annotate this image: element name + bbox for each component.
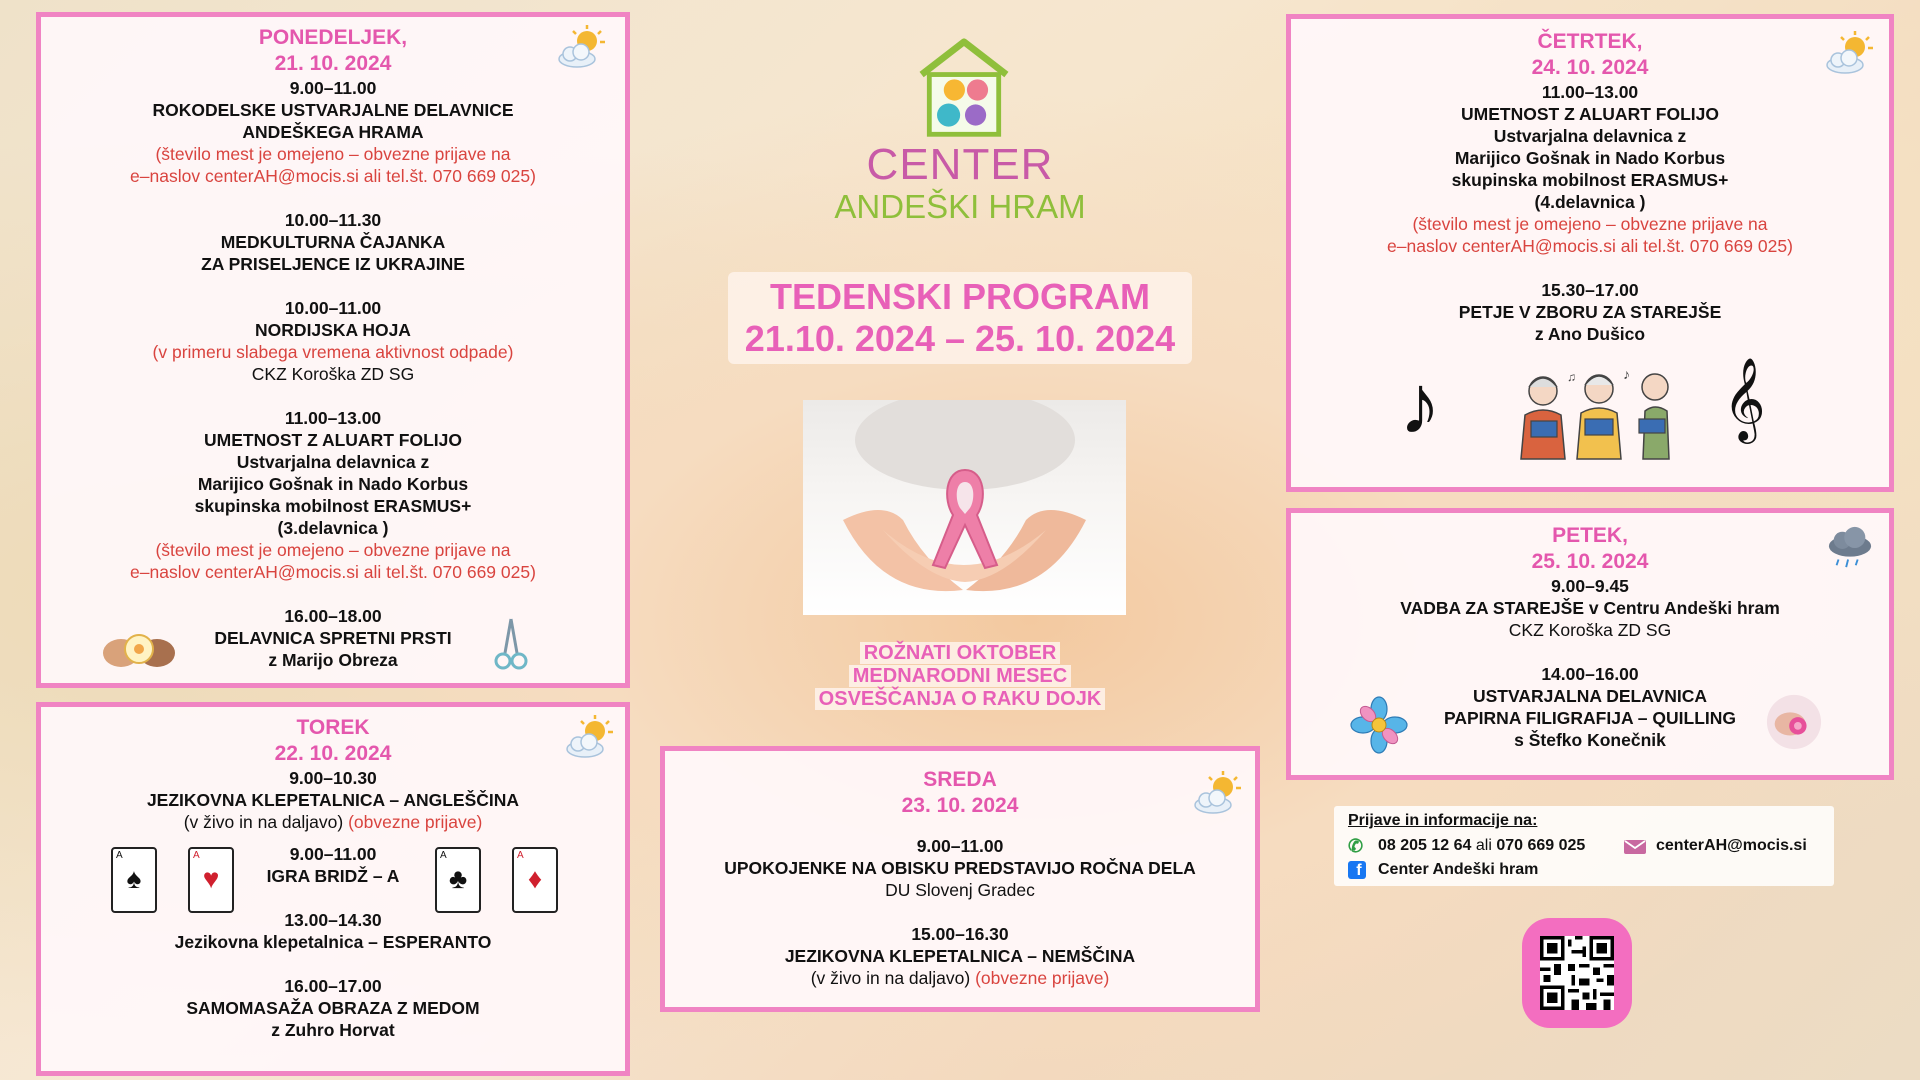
day-date: 25. 10. 2024 xyxy=(1531,550,1649,573)
quilling-flower-icon xyxy=(1349,695,1409,755)
phone-separator: ali xyxy=(1471,837,1497,854)
qr-code-frame[interactable] xyxy=(1522,918,1632,1028)
logo-text-center: CENTER xyxy=(866,140,1054,189)
event-detail: skupinska mobilnost ERASMUS+ xyxy=(194,496,472,516)
event-title: USTVARJALNA DELAVNICA xyxy=(1473,686,1707,706)
event-organizer: CKZ Koroška ZD SG xyxy=(1508,620,1672,640)
logo-text-name: ANDEŠKI HRAM xyxy=(834,188,1086,225)
event-detail: (3.delavnica ) xyxy=(277,518,389,538)
program-title-panel xyxy=(728,272,1192,364)
facebook-icon: f xyxy=(1348,861,1366,879)
svg-text:♪: ♪ xyxy=(1623,366,1630,382)
pink-ribbon-icon xyxy=(803,400,1126,615)
event-detail: Ustvarjalna delavnica z xyxy=(1493,126,1687,146)
event-note: e–naslov centerAH@mocis.si ali tel.št. 070 669 025) xyxy=(130,562,536,582)
event-title: ZA PRISELJENCE IZ UKRAJINE xyxy=(201,254,465,274)
event-time: 11.00–13.00 xyxy=(1541,82,1639,102)
event-time: 9.00–11.00 xyxy=(289,78,377,98)
event-title: UPOKOJENKE NA OBISKU PREDSTAVIJO ROČNA DELA xyxy=(724,858,1196,878)
pink-ribbon-photo xyxy=(803,400,1126,615)
club-card-icon: A ♣ xyxy=(435,847,481,913)
event-note: (obvezne prijave) xyxy=(348,812,483,832)
diamond-card-icon: A ♦ xyxy=(512,847,558,913)
phone-number[interactable]: 08 205 12 64 xyxy=(1378,837,1472,854)
day-name: PONEDELJEK, xyxy=(258,26,408,49)
awareness-text: MEDNARODNI MESEC xyxy=(849,665,1071,687)
event-detail: (4.delavnica ) xyxy=(1534,192,1646,212)
event-detail xyxy=(41,811,625,833)
tuesday-panel xyxy=(36,702,630,1076)
event-title: PETJE V ZBORU ZA STAREJŠE xyxy=(1458,302,1722,322)
event-title: UMETNOST Z ALUART FOLIJO xyxy=(1461,104,1719,124)
event-note: e–naslov centerAH@mocis.si ali tel.št. 070 669 025) xyxy=(130,166,536,186)
event-organizer: CKZ Koroška ZD SG xyxy=(251,364,415,384)
sun-cloud-icon xyxy=(561,713,617,761)
event-time: 11.00–13.00 xyxy=(284,408,382,428)
awareness-text: ROŽNATI OKTOBER xyxy=(860,642,1061,664)
contact-title: Prijave in informacije na: xyxy=(1348,812,1538,829)
event-time: 15.00–16.30 xyxy=(911,924,1009,944)
event-note: (število mest je omejeno – obvezne prijave na xyxy=(155,540,511,560)
event-note: (v primeru slabega vremena aktivnost odpade) xyxy=(152,342,514,362)
event-note: (obvezne prijave) xyxy=(975,968,1110,988)
phone-line xyxy=(1378,837,1585,855)
event-title: SAMOMASAŽA OBRAZA Z MEDOM xyxy=(186,998,480,1018)
music-note-icon: ♪ xyxy=(1399,357,1441,451)
day-name: SREDA xyxy=(923,768,997,791)
day-date: 23. 10. 2024 xyxy=(901,794,1019,817)
event-note: (število mest je omejeno – obvezne prijave na xyxy=(1412,214,1768,234)
event-title: MEDKULTURNA ČAJANKA xyxy=(220,232,446,252)
awareness-line xyxy=(795,642,1125,665)
treble-clef-icon: 𝄞 xyxy=(1723,359,1766,439)
monday-panel xyxy=(36,12,630,688)
choir-singers-icon xyxy=(1503,363,1703,463)
event-time: 10.00–11.30 xyxy=(284,210,382,230)
event-title: JEZIKOVNA KLEPETALNICA – ANGLEŠČINA xyxy=(146,790,520,810)
event-detail: skupinska mobilnost ERASMUS+ xyxy=(1451,170,1729,190)
awareness-line xyxy=(795,665,1125,688)
event-note: e–naslov centerAH@mocis.si ali tel.št. 070 669 025) xyxy=(1387,236,1793,256)
day-date: 21. 10. 2024 xyxy=(274,52,392,75)
program-dates: 21.10. 2024 – 25. 10. 2024 xyxy=(744,318,1176,359)
sun-cloud-icon xyxy=(1821,29,1877,77)
crafting-hands-icon xyxy=(99,625,179,675)
sun-cloud-icon xyxy=(553,23,609,71)
event-time: 16.00–18.00 xyxy=(284,606,382,626)
event-time: 9.00–11.00 xyxy=(916,836,1004,856)
sun-cloud-icon xyxy=(1189,769,1245,817)
friday-panel xyxy=(1286,508,1894,780)
event-detail: s Štefko Konečnik xyxy=(1514,730,1666,750)
event-time: 10.00–11.00 xyxy=(284,298,382,318)
email-link[interactable]: centerAH@mocis.si xyxy=(1656,837,1807,854)
spade-card-icon: A ♠ xyxy=(111,847,157,913)
facebook-link[interactable]: Center Andeški hram xyxy=(1378,861,1539,878)
svg-text:♫: ♫ xyxy=(1567,370,1576,384)
event-title: Jezikovna klepetalnica – ESPERANTO xyxy=(174,932,492,952)
qr-code-icon[interactable] xyxy=(1540,936,1614,1010)
logo-house-icon xyxy=(914,36,1014,142)
phone-number[interactable]: 070 669 025 xyxy=(1496,837,1586,854)
contact-panel xyxy=(1334,806,1834,886)
event-detail: z Ano Dušico xyxy=(1534,324,1646,344)
program-title: TEDENSKI PROGRAM xyxy=(769,276,1151,317)
event-time: 15.30–17.00 xyxy=(1541,280,1639,300)
rain-cloud-icon xyxy=(1823,525,1877,571)
day-date: 22. 10. 2024 xyxy=(274,742,392,765)
event-title: VADBA ZA STAREJŠE v Centru Andeški hram xyxy=(1400,598,1780,618)
mail-icon xyxy=(1624,840,1646,854)
event-title: PAPIRNA FILIGRAFIJA – QUILLING xyxy=(1444,708,1736,728)
scissors-icon xyxy=(491,617,531,673)
event-time: 9.00–10.30 xyxy=(289,768,377,788)
thursday-panel xyxy=(1286,14,1894,492)
event-title: ANDEŠKEGA HRAMA xyxy=(242,122,424,142)
event-time: 14.00–16.00 xyxy=(1541,664,1639,684)
event-note: (število mest je omejeno – obvezne prijave na xyxy=(155,144,511,164)
event-detail xyxy=(665,967,1255,989)
event-detail: Marijico Gošnak in Nado Korbus xyxy=(197,474,469,494)
day-name: PETEK, xyxy=(1552,524,1628,547)
event-mode: (v živo in na daljavo) xyxy=(183,812,349,832)
wednesday-panel xyxy=(660,746,1260,1012)
event-detail: Marijico Gošnak in Nado Korbus xyxy=(1454,148,1726,168)
day-name: ČETRTEK, xyxy=(1537,30,1643,53)
event-time: 9.00–9.45 xyxy=(1551,576,1629,596)
day-date: 24. 10. 2024 xyxy=(1531,56,1649,79)
event-detail: Ustvarjalna delavnica z xyxy=(236,452,430,472)
event-detail: z Zuhro Horvat xyxy=(271,1020,395,1040)
event-title: UMETNOST Z ALUART FOLIJO xyxy=(204,430,462,450)
event-time: 9.00–11.00 xyxy=(289,844,377,864)
event-title: DELAVNICA SPRETNI PRSTI xyxy=(214,628,452,648)
day-name: TOREK xyxy=(296,716,370,739)
october-awareness-panel xyxy=(795,642,1125,711)
event-title: IGRA BRIDŽ – A xyxy=(266,866,400,886)
awareness-line xyxy=(795,688,1125,711)
heart-card-icon: A ♥ xyxy=(188,847,234,913)
event-time: 16.00–17.00 xyxy=(284,976,382,996)
event-mode: (v živo in na daljavo) xyxy=(810,968,976,988)
quilling-hands-icon xyxy=(1765,693,1823,751)
event-title: ROKODELSKE USTVARJALNE DELAVNICE xyxy=(152,100,514,120)
event-title: NORDIJSKA HOJA xyxy=(255,320,411,340)
event-title: JEZIKOVNA KLEPETALNICA – NEMŠČINA xyxy=(784,946,1136,966)
event-detail: z Marijo Obreza xyxy=(268,650,398,670)
event-organizer: DU Slovenj Gradec xyxy=(885,880,1035,900)
awareness-text: OSVEŠČANJA O RAKU DOJK xyxy=(815,688,1106,710)
phone-icon: ✆ xyxy=(1348,836,1364,856)
event-time: 13.00–14.30 xyxy=(284,910,382,930)
